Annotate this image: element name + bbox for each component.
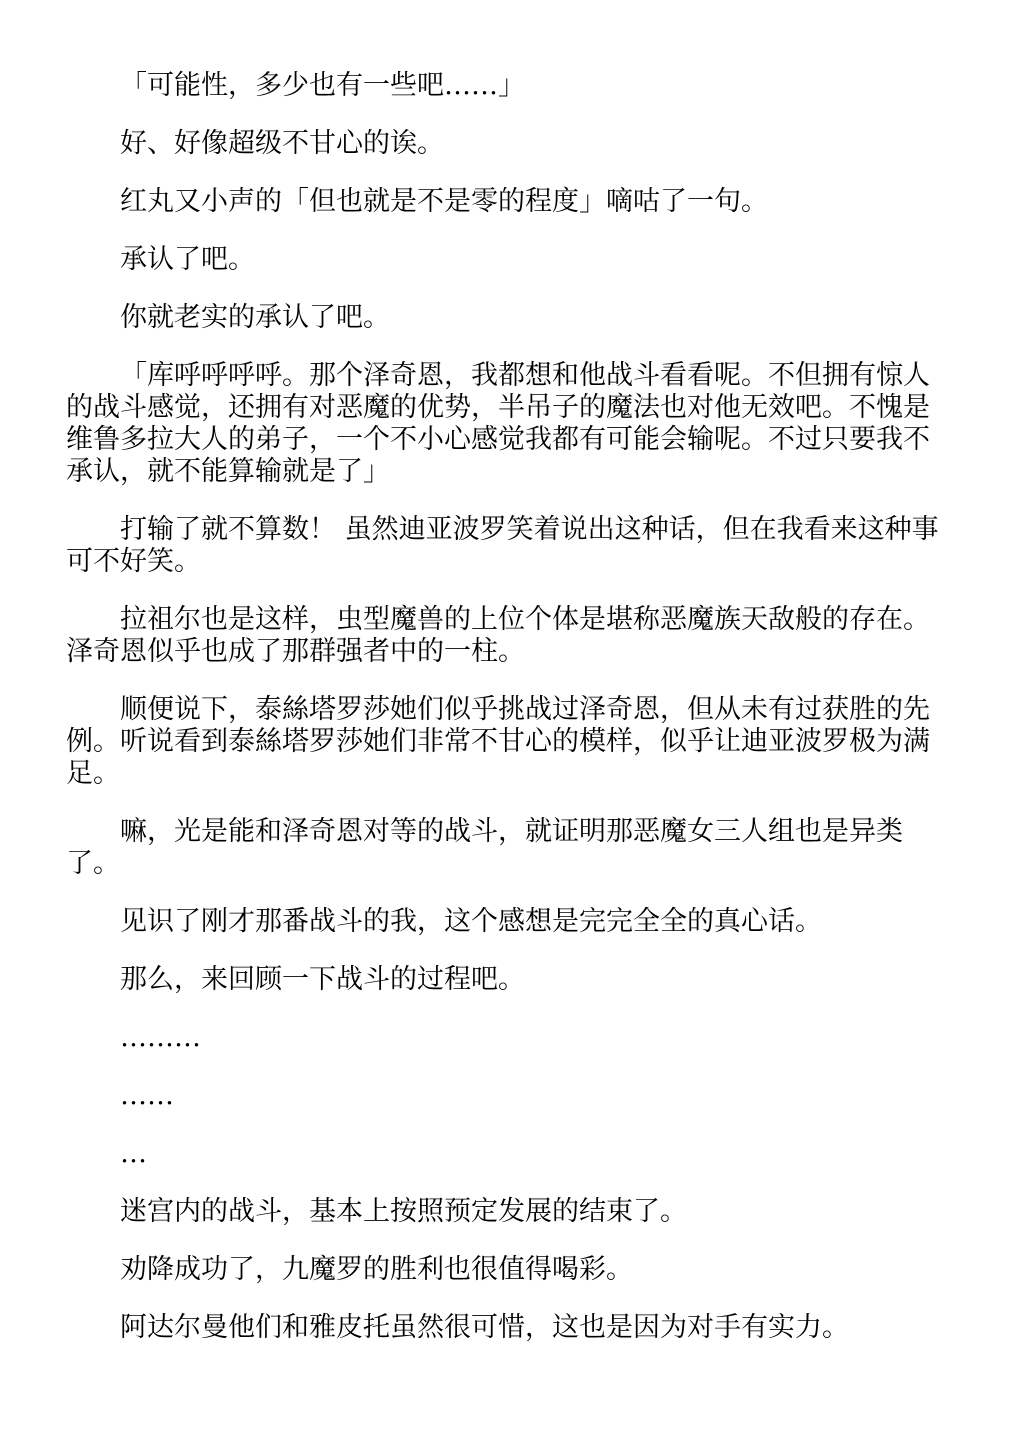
body-text (66, 70, 946, 1370)
paragraph: 「库呼呼呼呼。那个泽奇恩，我都想和他战斗看看呢。不但拥有惊人的战斗感觉，还拥有对恶魔的优势，半吊子的魔法也对他无效吧。不愧是维鲁多拉大人的弟子，一个不小心感觉我都有可能会输呢。不过只要我不承认，就不能算输就是了」 (66, 360, 930, 487)
paragraph: 拉祖尔也是这样，虫型魔兽的上位个体是堪称恶魔族天敌般的存在。泽奇恩似乎也成了那群强者中的一柱。 (66, 604, 930, 667)
paragraph: 「可能性，多少也有一些吧……」 (120, 70, 525, 101)
paragraph: 红丸又小声的「但也就是不是零的程度」嘀咕了一句。 (120, 186, 768, 217)
paragraph: 迷宫内的战斗，基本上按照预定发展的结束了。 (120, 1196, 687, 1227)
paragraph: 嘛，光是能和泽奇恩对等的战斗，就证明那恶魔女三人组也是异类了。 (66, 816, 903, 879)
paragraph: 承认了吧。 (120, 244, 255, 275)
paragraph: 劝降成功了，九魔罗的胜利也很值得喝彩。 (120, 1254, 633, 1285)
paragraph: 见识了刚才那番战斗的我，这个感想是完完全全的真心话。 (120, 906, 822, 937)
paragraph: 那么，来回顾一下战斗的过程吧。 (120, 964, 525, 995)
paragraph: 好、好像超级不甘心的诶。 (120, 128, 444, 159)
ellipsis-line: ……… (120, 1022, 201, 1053)
paragraph: 阿达尔曼他们和雅皮托虽然很可惜，这也是因为对手有实力。 (120, 1312, 849, 1343)
paragraph: 顺便说下，泰絲塔罗莎她们似乎挑战过泽奇恩，但从未有过获胜的先例。听说看到泰絲塔罗莎她们非常不甘心的模样，似乎让迪亚波罗极为满足。 (66, 694, 930, 789)
paragraph: 打输了就不算数！ 虽然迪亚波罗笑着说出这种话，但在我看来这种事可不好笑。 (66, 514, 939, 577)
ellipsis-line: … (120, 1138, 147, 1169)
ellipsis-line: …… (120, 1080, 174, 1111)
paragraph: 你就老实的承认了吧。 (120, 302, 390, 333)
